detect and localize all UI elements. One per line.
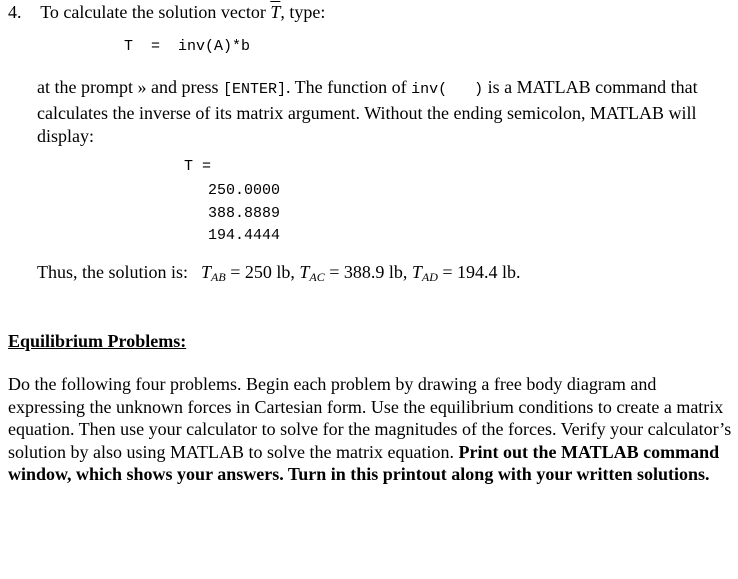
step-line bbox=[8, 2, 325, 23]
output-value: 250.0000 bbox=[208, 182, 281, 199]
inv-code: inv( ) bbox=[411, 81, 484, 98]
result-line: Thus, the solution is: $T_{AB} = 250$ lb, $T_{AC} = 388.9$ lb, $T_{AD} = 194.4$ lb. bbox=[37, 262, 521, 284]
vector-symbol: $\overline{T}$ bbox=[270, 2, 281, 22]
step-number: 4. bbox=[8, 2, 22, 22]
body-text: Do the following four problems. Begin each problem by drawing a free body diagram and expressing the unknown forces in Cartesian form. Use the equilibrium conditions to create a matrix equation. Then use your calculator to solve for the magnitudes of the forces. Verify your calculator’s solution by also using MATLAB to solve the matrix equation. bbox=[8, 374, 732, 462]
result-value: = 388.9 lb, bbox=[324, 262, 408, 282]
step-intro-after: , type: bbox=[280, 2, 326, 22]
output-header: T = bbox=[184, 158, 212, 175]
output-values bbox=[208, 180, 280, 248]
result-value: = 194.4 lb. bbox=[437, 262, 521, 282]
result-prefix: Thus, the solution is: bbox=[37, 262, 189, 282]
section-body bbox=[8, 373, 736, 486]
result-symbol: T bbox=[299, 262, 310, 282]
body-bold-text: Print out the MATLAB command window, which shows your answers. Turn in this printout along with your written solutions. bbox=[8, 441, 720, 485]
matlab-command: T = inv(A)*b bbox=[124, 38, 251, 55]
result-value: = 250 lb, bbox=[225, 262, 295, 282]
result-symbol: T bbox=[411, 262, 422, 282]
step-intro: To calculate the solution vector bbox=[40, 2, 266, 22]
output-value: 194.4444 bbox=[208, 227, 281, 244]
enter-key-code: [ENTER] bbox=[222, 81, 286, 98]
output-value: 388.8889 bbox=[208, 204, 281, 222]
explanation-paragraph: at the prompt » and press [ENTER]. The function of inv( ) is a MATLAB command that calculates the inverse of its matrix argument. Without the ending semicolon, MATLAB will display: bbox=[37, 77, 698, 146]
section-heading: Equilibrium Problems: bbox=[8, 331, 187, 351]
result-symbol: T bbox=[201, 262, 212, 282]
